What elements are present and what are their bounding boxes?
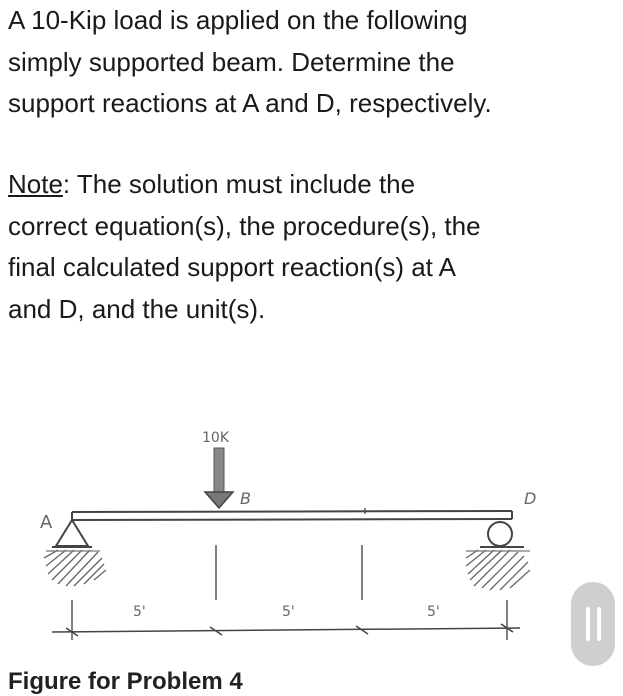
- note-line-4: and D, and the unit(s).: [8, 293, 266, 324]
- note-text-first: : The solution must include the: [62, 169, 416, 199]
- span-label-2: 5': [282, 604, 295, 620]
- load-label: 10K: [202, 430, 229, 446]
- point-label-d: D: [524, 489, 537, 508]
- point-label-b: B: [240, 489, 251, 508]
- load-arrow: [205, 448, 233, 508]
- grip-line-icon: [586, 607, 590, 641]
- ground-hatch-d: [466, 550, 530, 590]
- note-line-3: final calculated support reaction(s) at A: [8, 252, 457, 282]
- span-label-3: 5': [427, 604, 440, 620]
- beam-figure: [0, 420, 623, 660]
- pin-support-a: [52, 520, 92, 547]
- problem-line-1: A 10-Kip load is applied on the following: [8, 5, 468, 35]
- dimension-line: [52, 624, 520, 636]
- figure-caption: Figure for Problem 4: [8, 668, 243, 695]
- note-line-1: [8, 164, 608, 206]
- span-label-1: 5': [133, 604, 146, 620]
- reference-lines: [72, 508, 507, 640]
- note-block: [8, 164, 608, 330]
- ground-hatch-a: [44, 550, 106, 586]
- problem-line-3: support reactions at A and D, respectively.: [8, 88, 492, 118]
- roller-support-d: [480, 522, 524, 547]
- grip-line-icon: [597, 607, 601, 641]
- note-label: Note: [8, 169, 63, 199]
- problem-line-2: simply supported beam. Determine the: [8, 46, 455, 77]
- note-line-2: correct equation(s), the procedure(s), the: [8, 210, 481, 241]
- point-label-a: A: [40, 512, 53, 533]
- scroll-handle[interactable]: [571, 582, 615, 666]
- problem-statement: [8, 0, 608, 125]
- beam: [72, 511, 512, 520]
